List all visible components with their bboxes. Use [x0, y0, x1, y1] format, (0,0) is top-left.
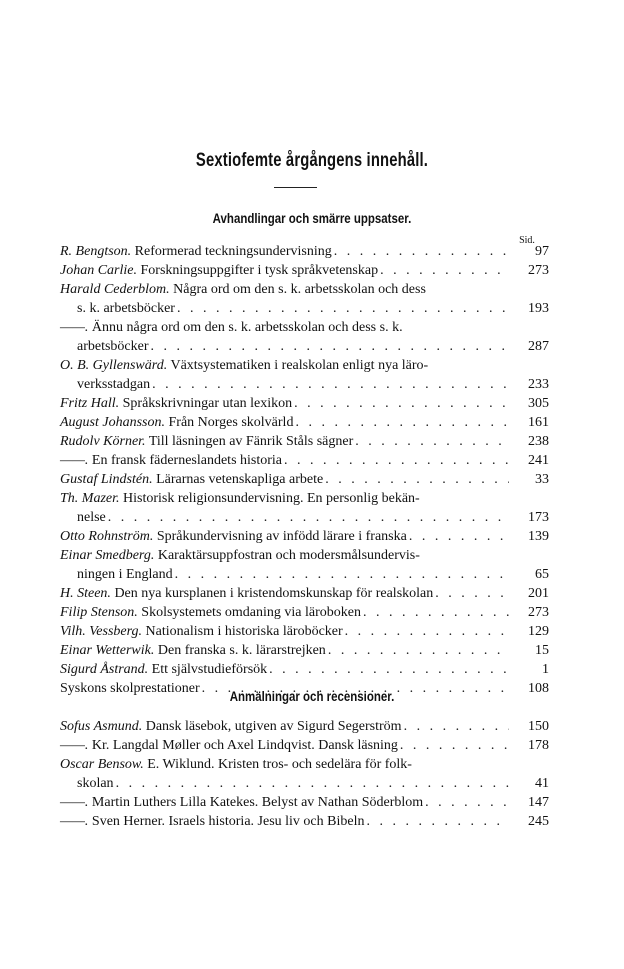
toc-entry — [60, 394, 549, 413]
toc-page-number: 147 — [528, 795, 549, 810]
toc-title-continued: verksstadgan — [77, 377, 151, 392]
toc-title: Från Norges skolvärld — [168, 415, 294, 430]
toc-entry-text — [60, 717, 402, 736]
toc-entry — [60, 451, 549, 470]
toc-entry-line — [60, 527, 549, 546]
toc-entry-text — [60, 812, 364, 831]
leader-dots — [409, 527, 509, 546]
toc-entry — [60, 717, 549, 736]
toc-entry — [60, 584, 549, 603]
toc-page-number: 233 — [528, 377, 549, 392]
toc-title-continued: skolan — [77, 776, 114, 791]
toc-entry-line — [60, 451, 549, 470]
toc-entry — [60, 356, 549, 394]
toc-entry — [60, 413, 549, 432]
toc-entry-text — [60, 603, 361, 622]
toc-entry-line — [60, 489, 549, 508]
toc-page-number: 273 — [528, 263, 549, 278]
toc-entry — [60, 546, 549, 584]
articles-list — [60, 242, 549, 698]
toc-author: ——. — [60, 814, 89, 829]
toc-title: En fransk fäderneslandets historia — [91, 453, 283, 468]
toc-entry-text — [60, 413, 293, 432]
toc-entry-line — [60, 375, 549, 394]
toc-entry — [60, 641, 549, 660]
toc-title: Historisk religionsundervisning. En personlig bekän- — [123, 491, 420, 506]
toc-title: Den nya kursplanen i kristendomskunskap för realskolan — [114, 586, 434, 601]
toc-title-continued: arbetsböcker — [77, 339, 149, 354]
leader-dots — [345, 622, 509, 641]
toc-entry-text — [60, 242, 332, 261]
leader-dots — [366, 812, 509, 831]
toc-author: R. Bengtson. — [60, 244, 132, 259]
toc-page-number: 273 — [528, 605, 549, 620]
toc-title: E. Wiklund. Kristen tros- och sedelära för folk- — [147, 757, 412, 772]
toc-entry-line — [60, 641, 549, 660]
toc-title: Den franska s. k. lärarstrejken — [157, 643, 326, 658]
toc-author: Sofus Asmund. — [60, 719, 143, 734]
leader-dots — [152, 375, 509, 394]
toc-entry-text — [60, 451, 282, 470]
toc-entry — [60, 603, 549, 622]
toc-entry-text — [60, 622, 343, 641]
toc-entry-text — [60, 736, 398, 755]
toc-entry-text — [60, 318, 403, 337]
toc-entry-line — [60, 299, 549, 318]
leader-dots — [400, 736, 509, 755]
toc-title: Växtsystematiken i realskolan enligt nya läro- — [170, 358, 429, 373]
toc-author: ——. — [60, 795, 89, 810]
toc-title-continued: ningen i England — [77, 567, 173, 582]
toc-author: ——. — [60, 453, 89, 468]
toc-page-number: 41 — [535, 776, 549, 791]
toc-title: Syskons skolprestationer — [60, 681, 200, 696]
toc-entry — [60, 280, 549, 318]
toc-author: Vilh. Vessberg. — [60, 624, 143, 639]
leader-dots — [328, 641, 509, 660]
toc-title: Sven Herner. Israels historia. Jesu liv och Bibeln — [91, 814, 365, 829]
leader-dots — [325, 470, 509, 489]
toc-entry-line — [60, 432, 549, 451]
toc-entry-text — [60, 356, 428, 375]
toc-title: Martin Luthers Lilla Katekes. Belyst av Nathan Söderblom — [91, 795, 424, 810]
toc-author: O. B. Gyllenswärd. — [60, 358, 168, 373]
toc-page-number: 150 — [528, 719, 549, 734]
toc-entry — [60, 736, 549, 755]
toc-title: Reformerad teckningsundervisning — [134, 244, 332, 259]
leader-dots — [269, 660, 509, 679]
toc-author: Gustaf Lindstén. — [60, 472, 153, 487]
toc-title: Karaktärsuppfostran och modersmålsundervis- — [157, 548, 420, 563]
toc-page-number: 305 — [528, 396, 549, 411]
toc-author: Einar Wetterwik. — [60, 643, 155, 658]
toc-entry-text — [60, 261, 378, 280]
toc-entry-line — [60, 546, 549, 565]
toc-entry-line — [60, 774, 549, 793]
toc-title: Dansk läsebok, utgiven av Sigurd Segerström — [145, 719, 402, 734]
toc-author: August Johansson. — [60, 415, 165, 430]
toc-entry — [60, 622, 549, 641]
toc-author: Fritz Hall. — [60, 396, 120, 411]
toc-author: Johan Carlie. — [60, 263, 137, 278]
toc-entry-text — [60, 641, 326, 660]
toc-entry — [60, 470, 549, 489]
toc-page-number: 97 — [535, 244, 549, 259]
toc-entry-line — [60, 755, 549, 774]
toc-author: Rudolv Körner. — [60, 434, 146, 449]
leader-dots — [116, 774, 509, 793]
toc-entry-line — [60, 280, 549, 299]
toc-page-number: 287 — [528, 339, 549, 354]
toc-page-number: 15 — [535, 643, 549, 658]
toc-author: Filip Stenson. — [60, 605, 138, 620]
toc-entry — [60, 261, 549, 280]
toc-entry — [60, 812, 549, 831]
toc-title: Lärarnas vetenskapliga arbete — [156, 472, 324, 487]
toc-title: Några ord om den s. k. arbetsskolan och dess — [173, 282, 426, 297]
toc-entry-line — [60, 413, 549, 432]
toc-title: Ännu några ord om den s. k. arbetsskolan och dess s. k. — [91, 320, 403, 335]
leader-dots — [295, 413, 509, 432]
leader-dots — [284, 451, 509, 470]
toc-title: Skolsystemets omdaning via läroboken — [141, 605, 361, 620]
toc-author: ——. — [60, 320, 89, 335]
toc-author: Oscar Bensow. — [60, 757, 144, 772]
toc-entry — [60, 527, 549, 546]
toc-entry-line — [60, 584, 549, 603]
toc-title: Kr. Langdal Møller och Axel Lindqvist. Dansk läsning — [91, 738, 398, 753]
toc-page-number: 245 — [528, 814, 549, 829]
toc-entry-text — [60, 489, 420, 508]
toc-page-number: 193 — [528, 301, 549, 316]
toc-author: ——. — [60, 738, 89, 753]
toc-author: Otto Rohnström. — [60, 529, 154, 544]
toc-page-number: 241 — [528, 453, 549, 468]
toc-page-number: 129 — [528, 624, 549, 639]
section-heading-articles: Avhandlingar och smärre uppsatser. — [212, 210, 412, 226]
leader-dots — [435, 584, 509, 603]
page-title: Sextiofemte årgångens innehåll. — [195, 150, 429, 171]
toc-entry-line — [60, 812, 549, 831]
leader-dots — [425, 793, 509, 812]
toc-entry — [60, 793, 549, 812]
reviews-list — [60, 717, 549, 831]
toc-author: Einar Smedberg. — [60, 548, 155, 563]
toc-entry-line — [60, 508, 549, 527]
toc-entry-text — [60, 470, 323, 489]
toc-entry-line — [60, 717, 549, 736]
toc-entry-line — [60, 660, 549, 679]
toc-title: Till läsningen av Fänrik Ståls sägner — [148, 434, 354, 449]
toc-entry-line — [60, 736, 549, 755]
toc-entry — [60, 242, 549, 261]
toc-entry-text — [60, 584, 433, 603]
toc-entry-text — [60, 755, 412, 774]
toc-entry-line — [60, 337, 549, 356]
toc-page-number: 173 — [528, 510, 549, 525]
toc-author: Sigurd Åstrand. — [60, 662, 149, 677]
toc-entry-line — [60, 394, 549, 413]
toc-entry-line — [60, 622, 549, 641]
toc-author: H. Steen. — [60, 586, 111, 601]
leader-dots — [334, 242, 509, 261]
toc-entry — [60, 755, 549, 793]
toc-entry-line — [60, 603, 549, 622]
toc-entry-line — [60, 470, 549, 489]
leader-dots — [294, 394, 509, 413]
toc-entry — [60, 318, 549, 356]
section-heading-reviews: Anmälningar och recensioner. — [229, 688, 395, 704]
leader-dots — [363, 603, 509, 622]
toc-page-number: 108 — [528, 681, 549, 696]
toc-page-number: 139 — [528, 529, 549, 544]
toc-title-continued: nelse — [77, 510, 106, 525]
toc-entry-text — [60, 793, 423, 812]
toc-author: Harald Cederblom. — [60, 282, 170, 297]
page-column-header: Sid. — [519, 235, 535, 246]
toc-entry-line — [60, 261, 549, 280]
leader-dots — [404, 717, 509, 736]
toc-title: Nationalism i historiska läroböcker — [145, 624, 343, 639]
toc-entry — [60, 660, 549, 679]
leader-dots — [355, 432, 509, 451]
leader-dots — [108, 508, 509, 527]
toc-page-number: 33 — [535, 472, 549, 487]
toc-entry-text — [60, 546, 420, 565]
toc-entry — [60, 489, 549, 527]
toc-page-number: 1 — [542, 662, 549, 677]
toc-entry-line — [60, 318, 549, 337]
leader-dots — [151, 337, 509, 356]
toc-entry-text — [60, 280, 426, 299]
toc-entry — [60, 432, 549, 451]
toc-title: Forskningsuppgifter i tysk språkvetenskap — [140, 263, 379, 278]
toc-entry-text — [60, 527, 407, 546]
leader-dots — [380, 261, 509, 280]
toc-entry-line — [60, 793, 549, 812]
toc-author: Th. Mazer. — [60, 491, 120, 506]
toc-title-continued: s. k. arbetsböcker — [77, 301, 175, 316]
toc-entry-line — [60, 565, 549, 584]
leader-dots — [177, 299, 509, 318]
toc-entry-line — [60, 242, 549, 261]
toc-title: Språkskrivningar utan lexikon — [122, 396, 293, 411]
toc-page-number: 201 — [528, 586, 549, 601]
toc-entry-text — [60, 660, 267, 679]
title-rule — [274, 187, 317, 188]
toc-page-number: 238 — [528, 434, 549, 449]
leader-dots — [175, 565, 509, 584]
toc-entry-line — [60, 356, 549, 375]
toc-title: Språkundervisning av infödd lärare i franska — [156, 529, 407, 544]
toc-entry-text — [60, 432, 353, 451]
toc-title: Ett självstudieförsök — [151, 662, 268, 677]
toc-page-number: 161 — [528, 415, 549, 430]
toc-page-number: 178 — [528, 738, 549, 753]
toc-entry-text — [60, 394, 292, 413]
toc-page-number: 65 — [535, 567, 549, 582]
